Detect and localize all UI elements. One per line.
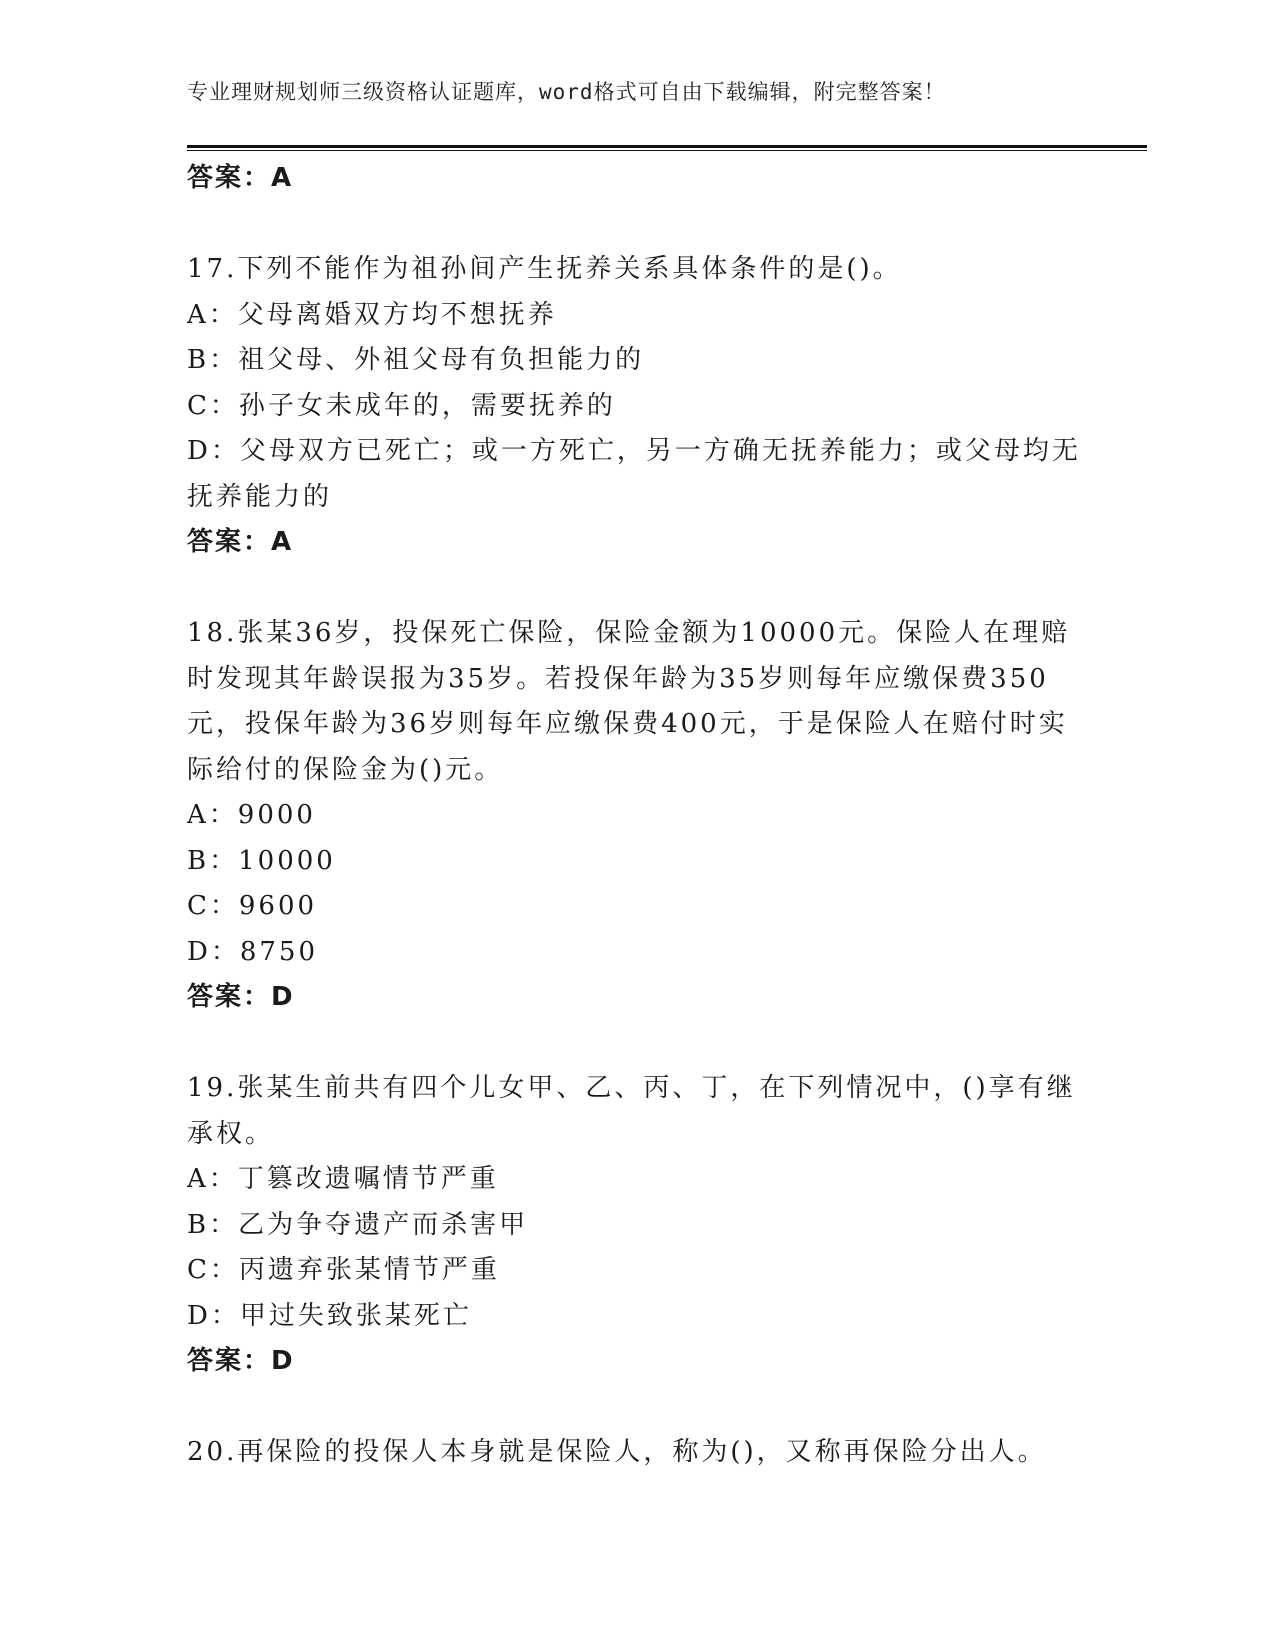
spacer	[187, 566, 1067, 612]
question-19	[187, 1066, 1076, 1385]
page-header: 专业理财规划师三级资格认证题库，word格式可自由下载编辑，附完整答案！	[187, 80, 946, 104]
question-stem: 19.张某生前共有四个儿女甲、乙、丙、丁，在下列情况中，()享有继	[187, 1073, 1076, 1103]
answer: 答案：D	[187, 1346, 295, 1376]
question-18	[187, 611, 1071, 1021]
question-stem: 20.再保险的投保人本身就是保险人，称为()，又称再保险分出人。	[187, 1437, 1047, 1467]
option-b: B：乙为争夺遗产而杀害甲	[187, 1209, 529, 1240]
question-stem: 17.下列不能作为祖孙间产生抚养关系具体条件的是()。	[187, 254, 902, 284]
header-rule-thin	[187, 150, 1147, 151]
option-d: D：甲过失致张某死亡	[187, 1300, 472, 1331]
previous-answer: 答案：A	[187, 163, 294, 193]
question-20	[187, 1430, 1067, 1476]
answer: 答案：A	[187, 527, 294, 557]
spacer	[187, 202, 1067, 248]
option-a: A：9000	[187, 800, 316, 830]
question-17	[187, 247, 1081, 566]
spacer	[187, 1385, 1067, 1431]
option-a: A：丁篡改遗嘱情节严重	[187, 1164, 499, 1194]
header-rule-thick	[187, 145, 1147, 148]
question-list	[187, 156, 1081, 1476]
option-d: D：8750	[187, 936, 319, 967]
question-stem-continued: 元，投保年龄为36岁则每年应缴保费400元，于是保险人在赔付时实	[187, 709, 1068, 739]
option-c: C：9600	[187, 891, 318, 921]
option-b: B：10000	[187, 845, 336, 876]
option-d-continued: 抚养能力的	[187, 481, 333, 512]
answer: 答案：D	[187, 982, 295, 1012]
option-c: C：孙子女未成年的，需要抚养的	[187, 390, 616, 421]
question-stem-continued: 际给付的保险金为()元。	[187, 754, 504, 785]
option-a: A：父母离婚双方均不想抚养	[187, 299, 557, 330]
spacer	[187, 1021, 1067, 1067]
question-stem-continued: 承权。	[187, 1118, 275, 1149]
option-b: B：祖父母、外祖父母有负担能力的	[187, 345, 645, 375]
option-d: D：父母双方已死亡；或一方死亡，另一方确无抚养能力；或父母均无	[187, 436, 1081, 466]
option-c: C：丙遗弃张某情节严重	[187, 1255, 500, 1285]
question-stem-continued: 时发现其年龄误报为35岁。若投保年龄为35岁则每年应缴保费350	[187, 663, 1049, 694]
question-stem: 18.张某36岁，投保死亡保险，保险金额为10000元。保险人在理赔	[187, 618, 1071, 648]
